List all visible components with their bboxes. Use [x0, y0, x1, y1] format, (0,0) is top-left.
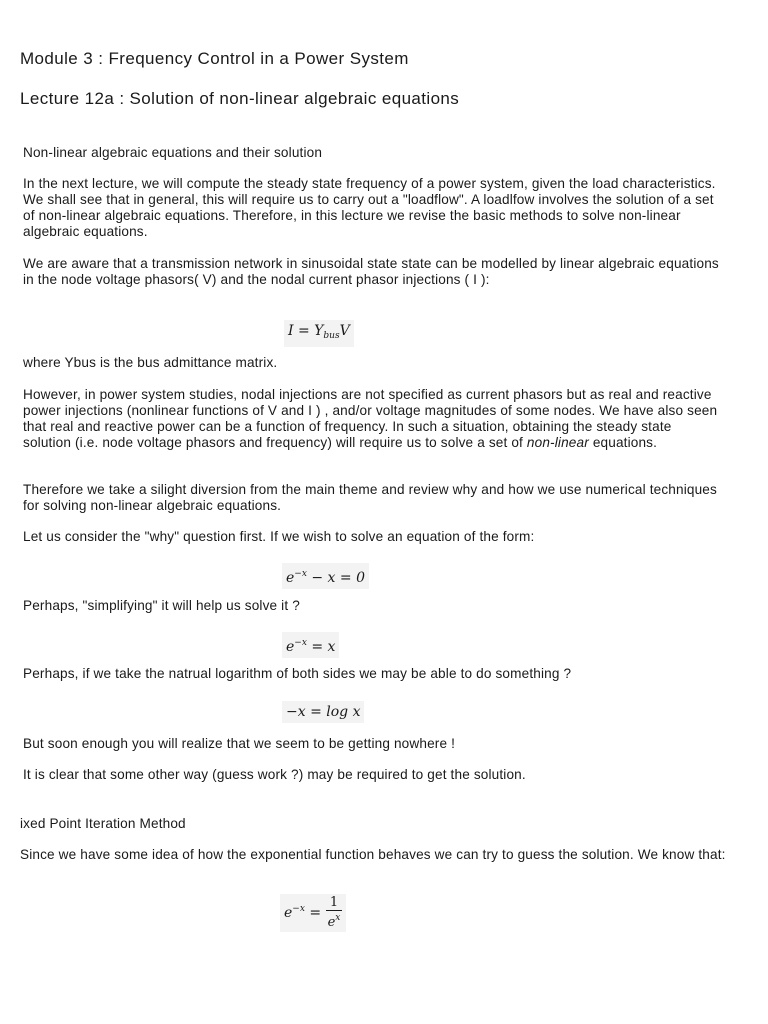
fraction: $\frac{1}{e^x}$ — [327, 895, 341, 930]
paragraph-power-studies-end: equations. — [588, 435, 658, 450]
section-title: Non-linear algebraic equations and their solution — [23, 145, 323, 160]
paragraph-intro: In the next lecture, we will compute the steady state frequency of a power system, given the load characteristics. We shall see that in general, this will require us to carry out a "loadflow". A loadlfow involves the solution of a set of non-linear algebraic equations. Therefore, in this lecture we revise the basic methods to solve non-linear algebraic equations. — [23, 176, 716, 239]
equation-exp-equals-x: $e^{-x} = x$ — [282, 632, 339, 658]
paragraph-ybus: where Ybus is the bus admittance matrix. — [23, 355, 278, 370]
equation-rhs: V — [339, 323, 350, 339]
paragraph-power-studies — [23, 387, 723, 451]
paragraph-guess-work: It is clear that some other way (guess work ?) may be required to get the solution. — [23, 767, 526, 782]
paragraph-guess-solution: Since we have some idea of how the exponential function behaves we can try to guess the solution. We know that: — [20, 847, 726, 862]
emphasis-nonlinear: non-linear — [526, 435, 589, 450]
paragraph-simplifying: Perhaps, "simplifying" it will help us solve it ? — [23, 598, 300, 613]
equation-reciprocal: $e^{-x}$ = $\frac{1}{e^x}$ — [280, 894, 346, 932]
equation-lhs: I = Y — [288, 323, 324, 339]
section-title-fixed-point: ixed Point Iteration Method — [20, 816, 186, 831]
paragraph-network: We are aware that a transmission network in sinusoidal state state can be modelled by linear algebraic equations in the node voltage phasors( V) and the nodal current phasor injections ( I ): — [23, 256, 719, 287]
equation-log: −x = log x — [282, 701, 364, 723]
module-title: Module 3 : Frequency Control in a Power System — [20, 49, 409, 68]
paragraph-power-studies-text: However, in power system studies, nodal injections are not specified as current phasors but as real and reactive power injections (nonlinear functions of V and I ) , and/or voltage magnitudes of some nodes. We have also seen that real and reactive power can be a function of frequency. In such a situation, obtaining the steady state solution (i.e. node voltage phasors and frequency) will require us to solve a set of — [23, 387, 718, 450]
equation-current-injection — [284, 320, 354, 347]
paragraph-why-question: Let us consider the "why" question first. If we wish to solve an equation of the form: — [23, 529, 535, 544]
paragraph-diversion: Therefore we take a silight diversion from the main theme and review why and how we use numerical techniques for solving non-linear algebraic equations. — [23, 482, 717, 513]
paragraph-logarithm: Perhaps, if we take the natrual logarithm of both sides we may be able to do something ? — [23, 666, 572, 681]
lecture-title: Lecture 12a : Solution of non-linear algebraic equations — [20, 89, 460, 108]
equation-subscript: bus — [323, 331, 340, 341]
equation-exp-minus-x: $e^{-x} - x = 0$ — [282, 563, 369, 589]
paragraph-nowhere: But soon enough you will realize that we seem to be getting nowhere ! — [23, 736, 456, 751]
